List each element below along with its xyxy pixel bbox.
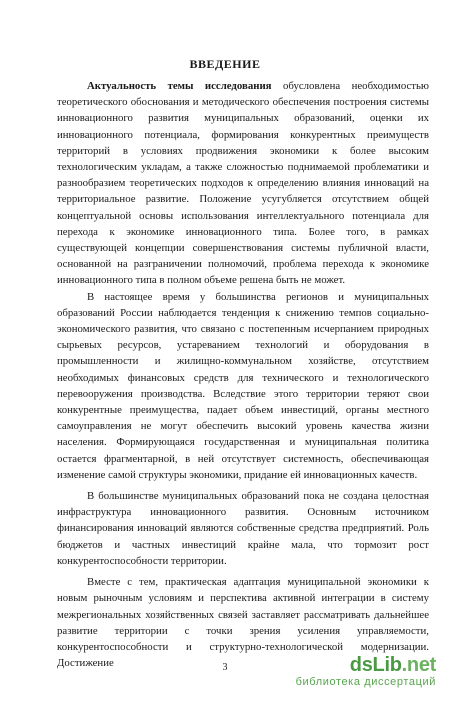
page-number: 3: [222, 662, 228, 673]
paragraph-adaptation: Вместе с тем, практическая адаптация муниципальной экономики к новым рыночным условиям и перспектива активной интеграции в систему межрегиональных хозяйственных связей заставляет рассматривать дальнейшее развитие территории с точки зрения усиления управляемости, конкурентоспособности и структурно-технологической модернизации. Достижение: [57, 576, 429, 670]
page-title: ВВЕДЕНИЕ: [189, 57, 261, 71]
paragraph-trends: В настоящее время у большинства регионов и муниципальных образований России наблюдается тенденция к снижению темпов социально-экономического развития, что связано с постепенным исчерпанием природных сырьевых ресурсов, устареванием технологий и оборудования в промышленности и жилищно-коммунальном хозяйстве, отсутствием необходимых финансовых средств для технического и технологического перевооружения производства. Вследствие этого территории теряют свои конкурентные преимущества, падает объем инвестиций, органы местного самоуправления не могут обеспечить высокий уровень качества жизни населения. Формирующаяся государственная и муниципальная политика остается фрагментарной, в ней отсутствует системность, обеспечивающая изменение самой структуры экономики, придание ей инновационных качеств.: [57, 290, 429, 481]
watermark-tagline: библиотека диссертаций: [295, 676, 436, 688]
paragraph-relevance: [57, 78, 429, 289]
paragraph-lead: Актуальность темы исследования: [87, 80, 272, 92]
paragraph-text: обусловлена необходимостью теоретического обоснования и методического обеспечения построения системы инновационного развития муниципальных образований, оценки их инновационного потенциала, формирования конкурентных преимуществ территорий в условиях продвижения экономики к более высоким технологическим укладам, а также сложностью поднимаемой проблематики и разнообразием теоретических подходов к определению влияния инноваций на территориальное развитие. Положение усугубляется отсутствием общей концептуальной основы использования интеллектуального потенциала для перехода к экономике инновационного типа. Более того, в рамках существующей концепции совершенствования системы публичной власти, основанной на разграничении полномочий, проблема перехода к экономике инновационного типа в полном объеме решена быть не может.: [57, 80, 429, 287]
watermark-brand-suffix: .net: [401, 654, 436, 676]
watermark-logo: [296, 654, 436, 689]
watermark-brand: [296, 654, 436, 676]
body-text: [57, 78, 429, 671]
paragraph-infrastructure: В большинстве муниципальных образований пока не создана целостная инфраструктура инновационного развития. Основным источником финансирования инноваций являются собственные средства предприятий. Роль бюджетов и частных инвестиций крайне мала, что тормозит рост конкурентоспособности территории.: [57, 490, 429, 567]
watermark-brand-main: dsLib: [349, 654, 402, 676]
